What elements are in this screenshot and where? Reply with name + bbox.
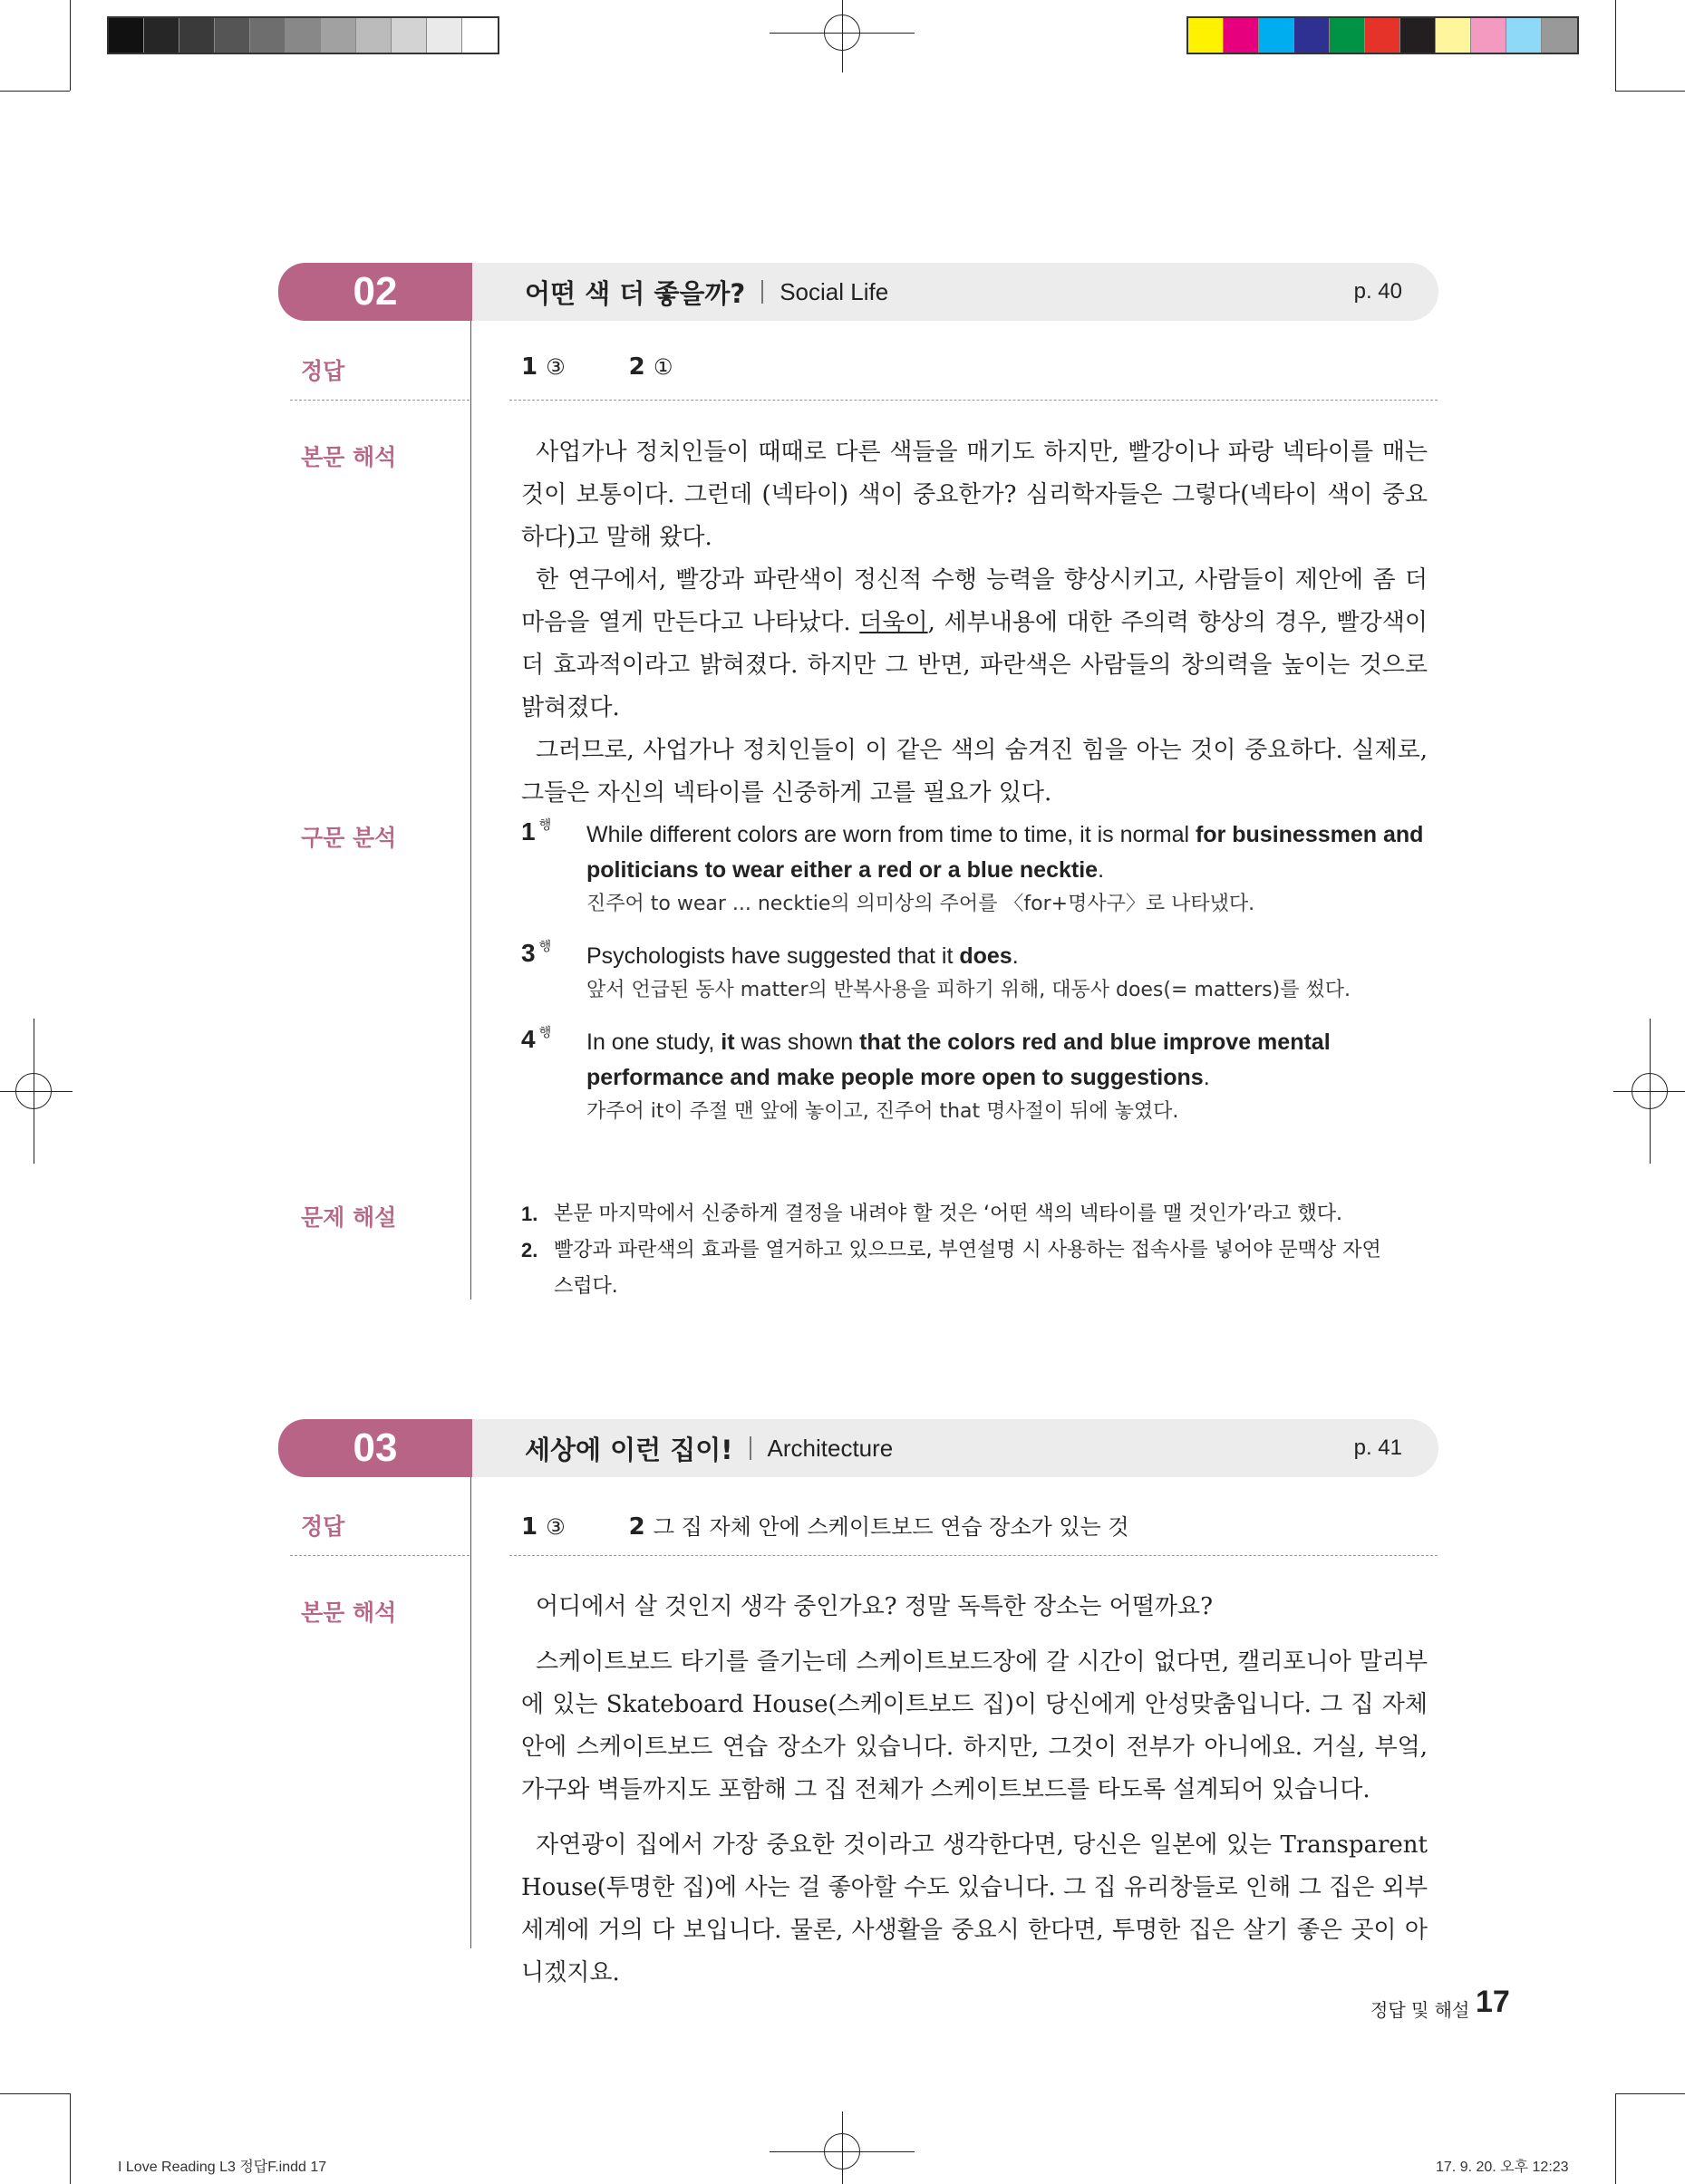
color-swatch xyxy=(1471,18,1506,53)
section-title-bar xyxy=(472,263,1438,321)
color-swatch xyxy=(109,18,144,53)
color-swatch xyxy=(1294,18,1330,53)
registration-crosshair xyxy=(0,1091,73,1092)
section-title: 어떤 색 더 좋을까? xyxy=(525,277,746,309)
dashed-divider xyxy=(290,400,470,401)
paragraph: 그러므로, 사업가나 정치인들이 이 같은 색의 숨겨진 힘을 아는 것이 중요하다. 실제로, 그들은 자신의 넥타이를 신중하게 고를 필요가 있다. xyxy=(521,737,1428,807)
crop-mark xyxy=(1615,91,1685,92)
color-swatch xyxy=(1436,18,1471,53)
color-swatch xyxy=(144,18,179,53)
label-translation: 본문 해석 xyxy=(301,1599,397,1626)
section-category: Social Life xyxy=(780,277,889,305)
crop-mark xyxy=(70,2093,71,2184)
page-number: 17 xyxy=(1476,1985,1510,2019)
paragraph: 스케이트보드 타기를 즐기는데 스케이트보드장에 갈 시간이 없다면, 캘리포니아 말리부에 있는 Skateboard House(스케이트보드 집)이 당신에게 안성맞춤입니다. 그 집 자체 안에 스케이트보드 연습 장소가 있습니다. 하지만, 그것이 전부가 아니에요. 거실, 부엌, 가구와 벽들까지도 포함해 그 집 전체가 스케이트보드를 타도록 설계되어 있습니다. xyxy=(521,1648,1428,1803)
color-swatch xyxy=(286,18,321,53)
crop-mark xyxy=(0,2093,70,2094)
color-swatch xyxy=(1365,18,1400,53)
section-page-ref: p. 40 xyxy=(1353,279,1402,304)
section-title-bar xyxy=(472,1419,1438,1477)
grammar-analysis xyxy=(521,817,1428,1146)
section-header xyxy=(278,263,1438,321)
grammar-korean: 가주어 it이 주절 맨 앞에 놓이고, 진주어 that 명사절이 뒤에 놓였다. xyxy=(586,1100,1179,1123)
color-swatch xyxy=(1330,18,1365,53)
solution-item: 2. 빨강과 파란색의 효과를 열거하고 있으므로, 부연설명 시 사용하는 접속사를 넣어야 문맥상 자연스럽다. xyxy=(521,1239,1381,1298)
grammar-english: Psychologists have suggested that it does. xyxy=(586,943,1019,969)
grammar-english: While different colors are worn from time to time, it is normal for businessmen and politicians to wear either a red or a blue necktie. xyxy=(586,822,1424,883)
answer-row xyxy=(521,353,736,381)
dashed-divider xyxy=(290,1555,470,1556)
grayscale-color-bar xyxy=(107,16,499,54)
section-page-ref: p. 41 xyxy=(1353,1435,1402,1460)
color-swatch xyxy=(356,18,392,53)
grammar-item xyxy=(521,1025,1428,1128)
color-swatch xyxy=(215,18,250,53)
label-translation: 본문 해석 xyxy=(301,444,397,470)
crop-mark xyxy=(1615,2093,1616,2184)
color-swatch xyxy=(1542,18,1577,53)
color-swatch xyxy=(1506,18,1542,53)
dashed-divider xyxy=(509,1555,1438,1556)
answer-item: 2 그 집 자체 안에 스케이트보드 연습 장소가 있는 것 xyxy=(628,1513,1129,1541)
slug-file-info: I Love Reading L3 정답F.indd 17 xyxy=(118,2160,327,2175)
paragraph: 사업가나 정치인들이 때때로 다른 색들을 매기도 하지만, 빨강이나 파랑 넥타이를 매는 것이 보통이다. 그런데 (넥타이) 색이 중요한가? 심리학자들은 그렇다(넥타이 색이 중요하다)고 말해 왔다. xyxy=(521,439,1428,551)
color-swatch xyxy=(1259,18,1294,53)
footer-label: 정답 및 해설 xyxy=(1370,1999,1470,2021)
registration-crosshair xyxy=(842,0,843,72)
process-color-bar xyxy=(1186,16,1579,54)
label-answer: 정답 xyxy=(301,358,345,384)
registration-crosshair xyxy=(842,2112,843,2184)
grammar-english: In one study, it was shown that the colors red and blue improve mental performance and make people more open to suggestions. xyxy=(586,1029,1331,1090)
paragraph: 한 연구에서, 빨강과 파란색이 정신적 수행 능력을 향상시키고, 사람들이 제안에 좀 더 마음을 열게 만든다고 나타났다. 더욱이, 세부내용에 대한 주의력 향상의 경우, 빨강색이 더 효과적이라고 밝혀졌다. 하지만 그 반면, 파란색은 사람들의 창의력을 높이는 것으로 밝혀졌다. xyxy=(521,566,1428,721)
section-number: 03 xyxy=(278,1419,472,1477)
grammar-korean: 앞서 언급된 동사 matter의 반복사용을 피하기 위해, 대동사 does(= matters)를 썼다. xyxy=(586,979,1351,1001)
section-category: Architecture xyxy=(767,1434,894,1462)
slug-timestamp: 17. 9. 20. 오후 12:23 xyxy=(1436,2160,1569,2175)
title-divider xyxy=(761,280,763,304)
registration-crosshair xyxy=(1650,1019,1651,1164)
title-divider xyxy=(750,1436,751,1460)
translation-text xyxy=(521,431,1428,815)
answer-item: 2 ① xyxy=(628,353,673,381)
answer-item: 1 ③ xyxy=(521,1513,566,1541)
color-swatch xyxy=(179,18,215,53)
crop-mark xyxy=(1615,0,1616,91)
crop-mark xyxy=(70,0,71,91)
paragraph: 자연광이 집에서 가장 중요한 것이라고 생각한다면, 당신은 일본에 있는 Transparent House(투명한 집)에 사는 걸 좋아할 수도 있습니다. 그 집 유리창들로 인해 그 집은 외부 세계에 거의 다 보입니다. 물론, 사생활을 중요시 한다면, 투명한 집은 살기 좋은 곳이 아니겠지요. xyxy=(521,1831,1428,1986)
crop-mark xyxy=(1615,2093,1685,2094)
grammar-line-number: 1 $^행$ xyxy=(521,817,552,846)
column-divider xyxy=(470,321,471,1300)
grammar-korean: 진주어 to wear ... necktie의 의미상의 주어를 〈for+명사구〉로 나타냈다. xyxy=(586,893,1255,915)
section-title: 세상에 이런 집이! xyxy=(525,1434,733,1465)
paragraph: 어디에서 살 것인지 생각 중인가요? 정말 독특한 장소는 어떨까요? xyxy=(536,1593,1214,1620)
color-swatch xyxy=(427,18,462,53)
translation-text xyxy=(521,1586,1428,1995)
section-number: 02 xyxy=(278,263,472,321)
color-swatch xyxy=(462,18,498,53)
grammar-item xyxy=(521,817,1428,921)
dashed-divider xyxy=(509,400,1438,401)
color-swatch xyxy=(1224,18,1259,53)
color-swatch xyxy=(1400,18,1436,53)
crop-mark xyxy=(0,91,70,92)
answer-item: 1 ③ xyxy=(521,353,566,381)
column-divider xyxy=(470,1477,471,1948)
label-solution: 문제 해설 xyxy=(301,1204,397,1231)
color-swatch xyxy=(321,18,356,53)
grammar-item xyxy=(521,939,1428,1007)
color-swatch xyxy=(250,18,286,53)
answer-row xyxy=(521,1509,1193,1541)
color-swatch xyxy=(1188,18,1224,53)
solution-item: 1. 본문 마지막에서 신중하게 결정을 내려야 할 것은 ‘어떤 색의 넥타이를 맬 것인가’라고 했다. xyxy=(521,1203,1342,1225)
color-swatch xyxy=(392,18,427,53)
solution-list xyxy=(521,1196,1391,1305)
section-header xyxy=(278,1419,1438,1477)
grammar-line-number: 4 $^행$ xyxy=(521,1025,552,1053)
label-answer: 정답 xyxy=(301,1513,345,1540)
grammar-line-number: 3 $^행$ xyxy=(521,939,552,967)
label-grammar: 구문 분석 xyxy=(301,825,397,851)
